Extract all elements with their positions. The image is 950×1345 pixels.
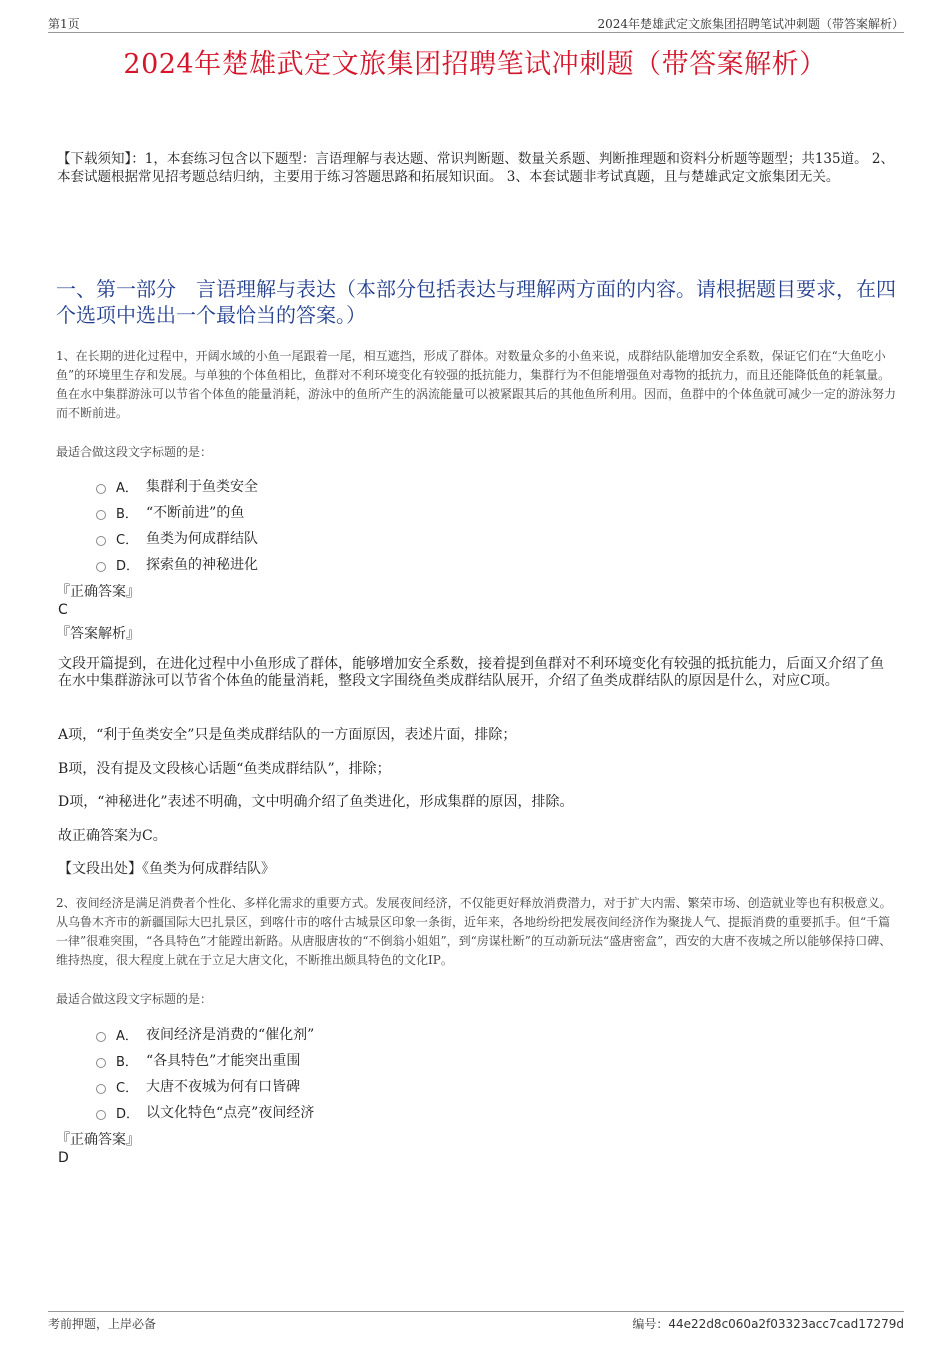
option-label: 鱼类为何成群结队 [146, 531, 258, 547]
header-doc-title: 2024年楚雄武定文旅集团招聘笔试冲刺题（带答案解析） [597, 17, 904, 31]
analysis-option-b: B项，没有提及文段核心话题“鱼类成群结队”，排除； [58, 761, 391, 777]
radio-icon[interactable] [96, 562, 106, 572]
option-d[interactable]: D． 探索鱼的神秘进化 [96, 551, 696, 577]
question-1-prompt: 最适合做这段文字标题的是： [56, 445, 213, 459]
analysis-label: 『答案解析』 [56, 626, 140, 642]
option-a[interactable]: A． 集群利于鱼类安全 [96, 473, 696, 499]
answer-label: 『正确答案』 [56, 1132, 140, 1148]
download-notice: 【下载须知】：1，本套练习包含以下题型：言语理解与表达题、常识判断题、数量关系题、判断推理题和资料分析题等题型；共135道。 2、本套试题根据常见招考题总结归纳，主要用于练习答题思路和拓展知识面。 3、本套试题非考试真题，且与楚雄武定文旅集团无关。 [57, 151, 894, 185]
answer-label: 『正确答案』 [56, 584, 140, 600]
radio-icon[interactable] [96, 1084, 106, 1094]
page-header [48, 14, 904, 33]
question-2-text: 2、夜间经济是满足消费者个性化、多样化需求的重要方式。发展夜间经济，不仅能更好释放消费潜力，对于扩大内需、繁荣市场、创造就业等也有积极意义。从乌鲁木齐市的新疆国际大巴扎景区，到喀什市的喀什古城景区印象一条街，近年来，各地纷纷把发展夜间经济作为聚拢人气、提振消费的重要抓手。但“千篇一律”很难突围，“各具特色”才能蹚出新路。从唐服唐妆的“不倒翁小姐姐”，到“房谋杜断”的互动新玩法“盛唐密盒”，西安的大唐不夜城之所以能够保持口碑、维持热度，很大程度上就在于立足大唐文化，不断推出颇具特色的文化IP。 [56, 896, 892, 967]
option-b[interactable]: B． “不断前进”的鱼 [96, 499, 696, 525]
option-c[interactable]: C． 鱼类为何成群结队 [96, 525, 696, 551]
option-c[interactable]: C． 大唐不夜城为何有口皆碑 [96, 1073, 696, 1099]
radio-icon[interactable] [96, 484, 106, 494]
radio-icon[interactable] [96, 1110, 106, 1120]
option-label: “不断前进”的鱼 [146, 505, 245, 521]
answer-value: C [58, 602, 68, 618]
option-label: 探索鱼的神秘进化 [146, 557, 258, 573]
option-label: 夜间经济是消费的“催化剂” [146, 1027, 315, 1043]
radio-icon[interactable] [96, 1058, 106, 1068]
analysis-option-a: A项，“利于鱼类安全”只是鱼类成群结队的一方面原因，表述片面，排除； [58, 727, 517, 743]
section-heading: 一、第一部分 言语理解与表达（本部分包括表达与理解两方面的内容。请根据题目要求，在四个选项中选出一个最恰当的答案。） [56, 277, 896, 327]
question-1-options [96, 473, 696, 577]
analysis-conclusion: 故正确答案为C。 [58, 828, 167, 844]
option-label: 大唐不夜城为何有口皆碑 [146, 1079, 300, 1095]
footer-slogan: 考前押题，上岸必备 [48, 1317, 157, 1331]
radio-icon[interactable] [96, 1032, 106, 1042]
option-label: “各具特色”才能突出重围 [146, 1053, 301, 1069]
analysis-paragraph: 文段开篇提到，在进化过程中小鱼形成了群体，能够增加安全系数，接着提到鱼群对不利环境变化有较强的抵抗能力，后面又介绍了鱼在水中集群游泳可以节省个体鱼的能量消耗，整段文字围绕鱼类成群结队展开，介绍了鱼类成群结队的原因是什么，对应C项。 [58, 656, 884, 689]
analysis-source: 【文段出处】《鱼类为何成群结队》 [58, 861, 275, 877]
page-number: 第1页 [48, 17, 80, 31]
footer-code: 编号：44e22d8c060a2f03323acc7cad17279d [632, 1317, 904, 1331]
analysis-option-d: D项，“神秘进化”表述不明确，文中明确介绍了鱼类进化，形成集群的原因，排除。 [58, 794, 574, 810]
question-1-text: 1、在长期的进化过程中，开阔水域的小鱼一尾跟着一尾，相互遮挡，形成了群体。对数量众多的小鱼来说，成群结队能增加安全系数，保证它们在“大鱼吃小鱼”的环境里生存和发展。与单独的个体鱼相比，鱼群对不利环境变化有较强的抵抗能力，集群行为不但能增强鱼对毒物的抵抗力，而且还能降低鱼的耗氧量。鱼在水中集群游泳可以节省个体鱼的能量消耗，游泳中的鱼所产生的涡流能量可以被紧跟其后的其他鱼所利用。因而，鱼群中的个体鱼就可减少一定的游泳努力而不断前进。 [56, 349, 897, 420]
option-label: 集群利于鱼类安全 [146, 479, 258, 495]
question-2-options [96, 1021, 696, 1125]
option-a[interactable]: A． 夜间经济是消费的“催化剂” [96, 1021, 696, 1047]
option-b[interactable]: B． “各具特色”才能突出重围 [96, 1047, 696, 1073]
option-label: 以文化特色“点亮”夜间经济 [146, 1105, 315, 1121]
answer-value: D [58, 1150, 69, 1166]
question-2-prompt: 最适合做这段文字标题的是： [56, 992, 213, 1006]
page-footer [48, 1311, 904, 1332]
radio-icon[interactable] [96, 510, 106, 520]
option-d[interactable]: D． 以文化特色“点亮”夜间经济 [96, 1099, 696, 1125]
document-title: 2024年楚雄武定文旅集团招聘笔试冲刺题（带答案解析） [123, 49, 827, 80]
radio-icon[interactable] [96, 536, 106, 546]
